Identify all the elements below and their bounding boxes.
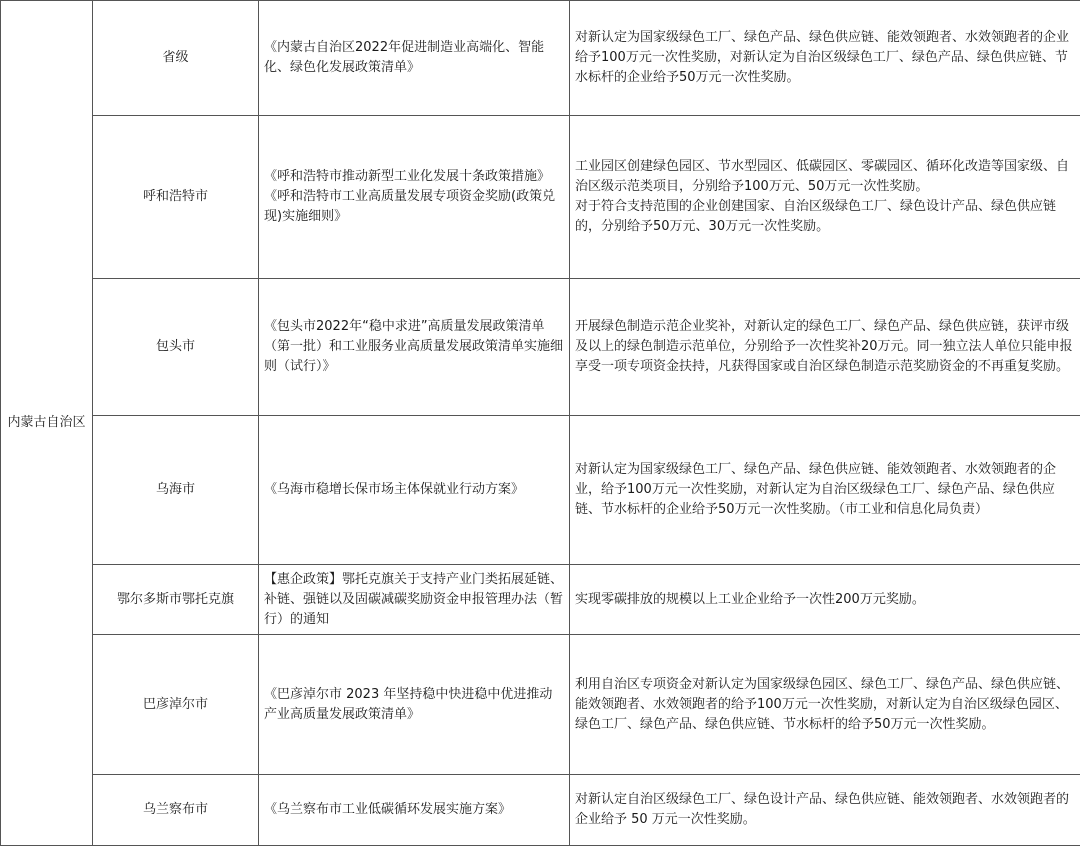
- region-cell: 内蒙古自治区: [1, 1, 93, 846]
- detail-text: 对新认定为国家级绿色工厂、绿色产品、绿色供应链、能效领跑者、水效领跑者的企业，给予100万元一次性奖励，对新认定为自治区级绿色工厂、绿色产品、绿色供应链、节水标杆的企业给予50万元一次性奖励。（市工业和信息化局负责）: [575, 460, 1075, 520]
- city-cell: 乌海市: [93, 416, 259, 565]
- detail-cell: [570, 1, 1080, 116]
- policy-name: 《内蒙古自治区2022年促进制造业高端化、智能化、绿色化发展政策清单》: [264, 38, 564, 78]
- table-row: [1, 116, 1080, 279]
- city-cell: 乌兰察布市: [93, 775, 259, 846]
- city-cell: 鄂尔多斯市鄂托克旗: [93, 565, 259, 635]
- policy-cell: [259, 416, 570, 565]
- table-row: [1, 279, 1080, 416]
- detail-text: 对于符合支持范围的企业创建国家、自治区级绿色工厂、绿色设计产品、绿色供应链的，分别给予50万元、30万元一次性奖励。: [575, 197, 1075, 237]
- city-cell: 省级: [93, 1, 259, 116]
- table-row: [1, 635, 1080, 775]
- table-row: [1, 565, 1080, 635]
- detail-text: 对新认定为国家级绿色工厂、绿色产品、绿色供应链、能效领跑者、水效领跑者的企业给予100万元一次性奖励，对新认定为自治区级绿色工厂、绿色产品、绿色供应链、节水标杆的企业给予50万元一次性奖励。: [575, 28, 1075, 88]
- table-row: [1, 1, 1080, 116]
- city-cell: 巴彦淖尔市: [93, 635, 259, 775]
- policy-cell: [259, 116, 570, 279]
- city-cell: 包头市: [93, 279, 259, 416]
- detail-text: 工业园区创建绿色园区、节水型园区、低碳园区、零碳园区、循环化改造等国家级、自治区级示范类项目，分别给予100万元、50万元一次性奖励。: [575, 157, 1075, 197]
- policy-cell: [259, 279, 570, 416]
- city-cell: 呼和浩特市: [93, 116, 259, 279]
- detail-cell: [570, 116, 1080, 279]
- detail-text: 利用自治区专项资金对新认定为国家级绿色园区、绿色工厂、绿色产品、绿色供应链、能效领跑者、水效领跑者的给予100万元一次性奖励，对新认定为自治区级绿色园区、绿色工厂、绿色产品、绿色供应链、节水标杆的给予50万元一次性奖励。: [575, 675, 1075, 735]
- detail-cell: [570, 565, 1080, 635]
- policy-cell: [259, 565, 570, 635]
- policy-name: 《呼和浩特市推动新型工业化发展十条政策措施》: [264, 167, 564, 187]
- policy-cell: [259, 1, 570, 116]
- detail-cell: [570, 775, 1080, 846]
- detail-text: 开展绿色制造示范企业奖补，对新认定的绿色工厂、绿色产品、绿色供应链，获评市级及以上的绿色制造示范单位，分别给予一次性奖补20万元。同一独立法人单位只能申报享受一项专项资金扶持，凡获得国家或自治区绿色制造示范奖励资金的不再重复奖励。: [575, 317, 1075, 377]
- detail-cell: [570, 635, 1080, 775]
- detail-cell: [570, 279, 1080, 416]
- table-row: [1, 775, 1080, 846]
- policy-name: 《呼和浩特市工业高质量发展专项资金奖励(政策兑现)实施细则》: [264, 187, 564, 227]
- table-row: [1, 416, 1080, 565]
- detail-text: 对新认定自治区级绿色工厂、绿色设计产品、绿色供应链、能效领跑者、水效领跑者的企业给予 50 万元一次性奖励。: [575, 790, 1075, 830]
- policy-cell: [259, 775, 570, 846]
- detail-text: 实现零碳排放的规模以上工业企业给予一次性200万元奖励。: [575, 590, 1075, 610]
- detail-cell: [570, 416, 1080, 565]
- policy-name: 【惠企政策】鄂托克旗关于支持产业门类拓展延链、补链、强链以及固碳减碳奖励资金申报管理办法（暂行）的通知: [264, 570, 564, 630]
- policy-name: 《乌海市稳增长保市场主体保就业行动方案》: [264, 480, 564, 500]
- policy-cell: [259, 635, 570, 775]
- policy-name: 《巴彦淖尔市 2023 年坚持稳中快进稳中优进推动产业高质量发展政策清单》: [264, 685, 564, 725]
- policy-name: 《包头市2022年“稳中求进”高质量发展政策清单（第一批）和工业服务业高质量发展政策清单实施细则（试行）》: [264, 317, 564, 377]
- policy-name: 《乌兰察布市工业低碳循环发展实施方案》: [264, 800, 564, 820]
